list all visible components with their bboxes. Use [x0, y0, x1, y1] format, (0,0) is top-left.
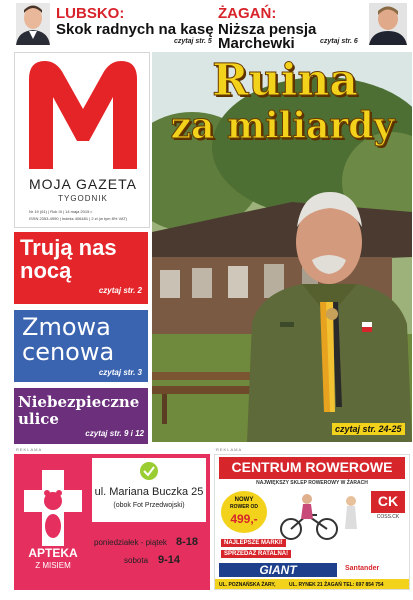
rowerowe-new-label: NOWY: [234, 497, 254, 503]
apteka-hours-panel: [92, 526, 206, 586]
teaser-box-red: [14, 232, 148, 304]
ad-label-left: REKLAMA: [16, 447, 43, 452]
rowerowe-address1: UL. POZNAŃSKA ŻARY,: [219, 582, 276, 588]
box-purple-line1: Niebezpieczne: [18, 393, 140, 411]
apteka-saturday-label: sobota: [124, 556, 149, 565]
ad-label-right: REKLAMA: [216, 447, 243, 452]
rowerowe-price: 499,-: [230, 512, 258, 526]
masthead-subtitle: TYGODNIK: [58, 194, 108, 203]
box-blue-line1: Zmowa: [22, 313, 111, 341]
masthead-issue: Nr 19 (61) | Rok III | 14 maja 2015 r.: [29, 209, 93, 214]
box-blue-read: czytaj str. 3: [98, 368, 142, 377]
rowerowe-address-bar: [215, 579, 410, 590]
rowerowe-new-product: ROWER OD: [229, 504, 259, 510]
ad-apteka[interactable]: [14, 454, 210, 590]
teaser-portrait-left: [16, 3, 50, 45]
teaser-2-city: ŻAGAŃ:: [218, 5, 277, 22]
apteka-saturday-hours: 9-14: [158, 554, 181, 566]
apteka-weekdays-label: poniedziałek - piątek: [94, 538, 167, 547]
teaser-box-purple: [14, 388, 148, 444]
rowerowe-ck-logo: [371, 491, 405, 513]
rowerowe-title: CENTRUM ROWEROWE: [231, 459, 393, 475]
box-red-read: czytaj str. 2: [98, 286, 142, 295]
rowerowe-ck-logo-text: CK: [377, 493, 399, 509]
rowerowe-giant-logo-text: GIANT: [259, 563, 297, 577]
rowerowe-brands-label: NAJLEPSZE MARKI!: [221, 539, 286, 547]
ad-centrum-rowerowe[interactable]: [214, 454, 410, 590]
box-purple-line2: ulice: [18, 410, 59, 428]
rowerowe-installments: SPRZEDAŻ RATALNA!: [221, 550, 291, 558]
apteka-weekdays-hours: 8-18: [176, 536, 199, 548]
rowerowe-giant-logo: [219, 563, 337, 577]
box-blue-line2: cenowa: [22, 338, 115, 366]
apteka-name: APTEKA: [28, 546, 78, 560]
teaser-2-headline-line2: Marchewki: [218, 35, 295, 52]
teaser-box-blue: [14, 310, 148, 382]
masthead-logo-m: [23, 57, 143, 173]
masthead-issn: ISSN 2353-4990 | Indeks 406481 | 2 zł (w tym 8% VAT): [29, 216, 127, 221]
rowerowe-ck-sub: COSS.CK: [376, 514, 400, 520]
teaser-2-read: czytaj str. 6: [320, 38, 358, 45]
main-headline-line1: Ruina: [212, 55, 358, 106]
teaser-2-headline-line1: Niższa pensja: [218, 21, 317, 38]
apteka-address-panel: [92, 458, 206, 522]
checkmark-icon: [139, 461, 159, 481]
apteka-subname: Z MISIEM: [35, 561, 71, 570]
masthead: [14, 52, 150, 228]
rowerowe-address2: UL. RYNEK 21 ŻAGAŃ TEL: 697 854 754: [289, 582, 384, 588]
box-purple-read: czytaj str. 9 i 12: [85, 429, 144, 438]
rowerowe-tagline: NAJWIĘKSZY SKLEP ROWEROWY W ŻARACH: [256, 480, 368, 486]
rowerowe-santander: Santander: [345, 565, 380, 572]
teaser-portrait-right: [369, 3, 407, 45]
main-read: czytaj str. 24-25: [332, 423, 405, 435]
rowerowe-price-badge: [221, 491, 267, 533]
teaser-1-headline: Skok radnych na kasę: [56, 21, 214, 38]
apteka-address: ul. Mariana Buczka 25: [94, 486, 204, 498]
main-headline-line2: za miliardy: [170, 105, 395, 147]
pharmacy-bear-icon: [22, 468, 84, 548]
box-red-line2: nocą: [20, 258, 72, 283]
masthead-brand: MOJA GAZETA: [29, 176, 137, 192]
teaser-1-read: czytaj str. 5: [174, 38, 212, 45]
box-red-line1: Trują nas: [20, 235, 117, 260]
cyclist-illustration: [271, 489, 371, 541]
rowerowe-title-banner: [219, 457, 405, 479]
apteka-note: (obok Fot Przedwojski): [113, 502, 185, 509]
teaser-1-city: LUBSKO:: [56, 5, 125, 22]
